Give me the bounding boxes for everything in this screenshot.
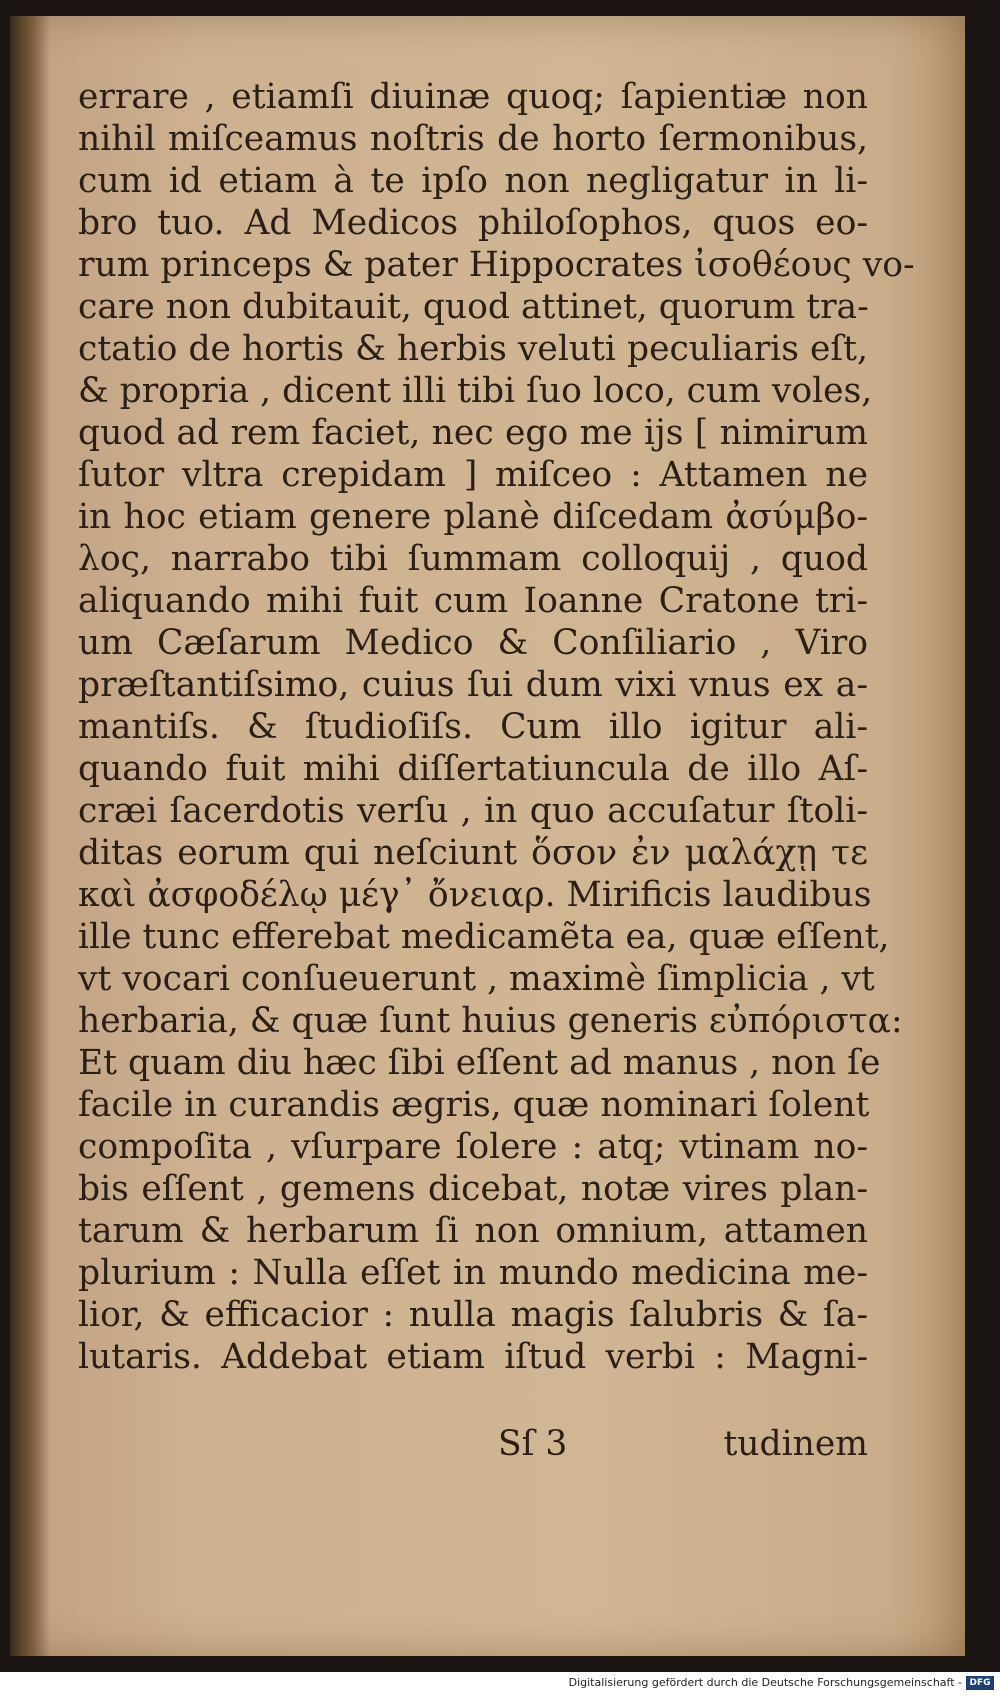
text-line: lutaris. Addebat etiam iſtud verbi : Magni- (78, 1337, 868, 1377)
signature-mark: Sſ 3 (498, 1424, 568, 1464)
text-line: quod ad rem faciet, nec ego me ijs [ nimirum (78, 413, 868, 453)
text-line: facile in curandis ægris, quæ nominari ſolent (78, 1085, 870, 1125)
text-line: mantiſs. & ſtudioſiſs. Cum illo igitur ali- (78, 707, 868, 747)
text-line: καὶ ἀσφοδέλῳ μέγ᾽ ὄνειαρ. Mirificis laudibus (78, 875, 872, 915)
text-line: um Cæſarum Medico & Conſiliario , Viro (78, 623, 868, 663)
text-line: & propria , dicent illi tibi ſuo loco, cum voles, (78, 371, 873, 411)
text-line: ille tunc efferebat medicamẽta ea, quæ eſſent, (78, 917, 890, 957)
book-page (10, 16, 965, 1656)
text-line: compoſita , vſurpare ſolere : atq; vtinam no- (78, 1127, 868, 1167)
text-line: ſutor vltra crepidam ] miſceo : Attamen ne (78, 455, 868, 495)
text-line: præſtantiſsimo, cuius ſui dum vixi vnus ex a- (78, 665, 868, 705)
funding-credit: Digitalisierung gefördert durch die Deutsche Forschungsgemeinschaft - (568, 1676, 962, 1689)
text-line: errare , etiamſi diuinæ quoq; ſapientiæ non (78, 77, 868, 117)
catchword: tudinem (723, 1424, 868, 1464)
text-line: bis eſſent , gemens dicebat, notæ vires plan- (78, 1169, 868, 1209)
text-line: quando fuit mihi diſſertatiuncula de illo Aſ- (78, 749, 868, 789)
text-line: lior, & efficacior : nulla magis ſalubris & ſa- (78, 1295, 868, 1335)
dfg-logo: DFG (966, 1676, 994, 1690)
text-line: cum id etiam à te ipſo non negligatur in li- (78, 161, 868, 201)
text-line: aliquando mihi fuit cum Ioanne Cratone tri- (78, 581, 868, 621)
text-line: in hoc etiam genere planè diſcedam ἀσύμβο- (78, 497, 868, 537)
text-line: bro tuo. Ad Medicos philoſophos, quos eo- (78, 203, 868, 243)
text-line: nihil miſceamus noſtris de horto ſermonibus, (78, 119, 868, 159)
page-foot (78, 1423, 868, 1465)
page-binding-edge (10, 16, 50, 1656)
text-line: ctatio de hortis & herbis veluti peculiaris eſt, (78, 329, 868, 369)
text-line: plurium : Nulla eſſet in mundo medicina me- (78, 1253, 868, 1293)
text-line: care non dubitauit, quod attinet, quorum tra- (78, 287, 869, 327)
text-line: rum princeps & pater Hippocrates ἰσοθέους vo- (78, 245, 915, 285)
digitization-footer (0, 1672, 1000, 1696)
text-line: cræi ſacerdotis verſu , in quo accuſatur ſtoli- (78, 791, 868, 831)
text-line: tarum & herbarum ſi non omnium, attamen (78, 1211, 868, 1251)
text-line: herbaria, & quæ ſunt huius generis εὐπόριστα: (78, 1001, 903, 1041)
text-line: ditas eorum qui neſciunt ὅσον ἐν μαλάχῃ τε (78, 833, 868, 873)
text-line: λος, narrabo tibi ſummam colloquij , quod (78, 539, 868, 579)
page-text (78, 76, 915, 1378)
text-line: vt vocari conſueuerunt , maximè ſimplicia , vt (78, 959, 875, 999)
text-line: Et quam diu hæc ſibi eſſent ad manus , non ſe (78, 1043, 881, 1083)
